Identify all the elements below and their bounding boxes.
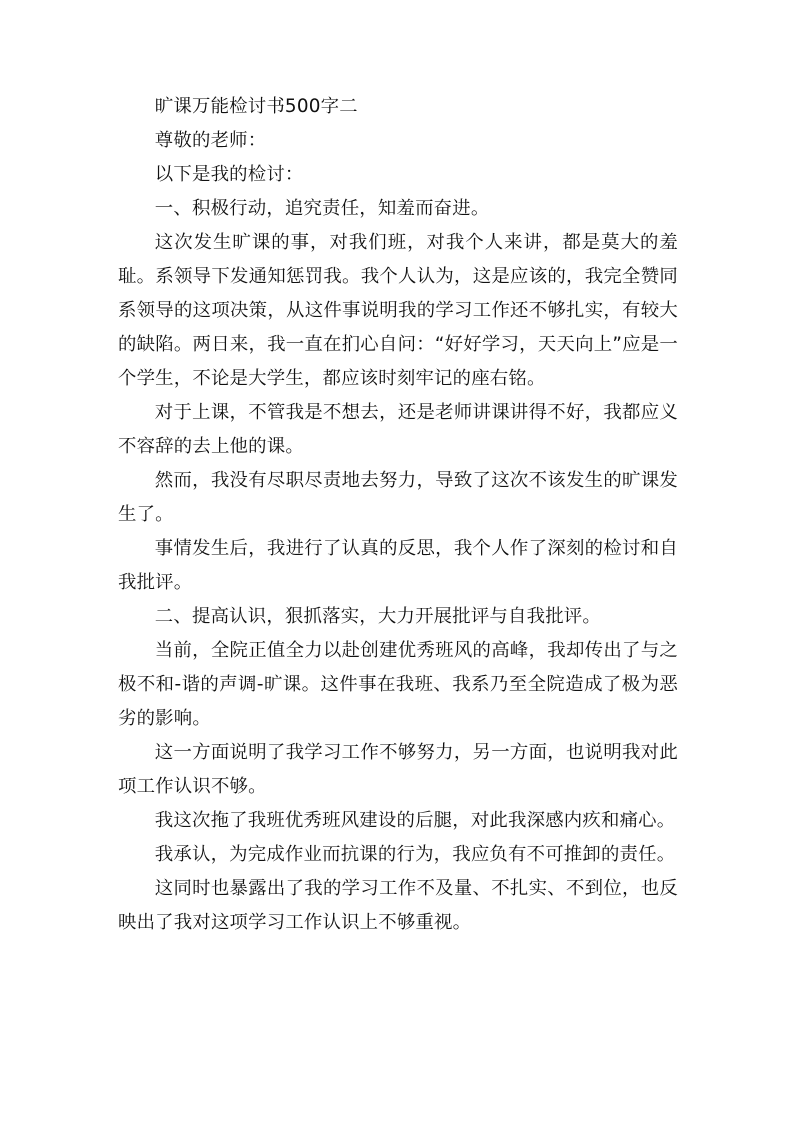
- document-body: [118, 90, 678, 940]
- body-paragraph: 我这次拖了我班优秀班风建设的后腿，对此我深感内疚和痛心。: [154, 810, 676, 831]
- body-paragraph: 事情发生后，我进行了认真的反思，我个人作了深刻的检讨和自我批评。: [118, 538, 678, 593]
- body-paragraph: 我承认，为完成作业而抗课的行为，我应负有不可推卸的责任。: [154, 844, 676, 865]
- section-heading-2: 二、提高认识，狠抓落实，大力开展批评与自我批评。: [154, 606, 601, 627]
- body-paragraph: 对于上课，不管我是不想去，还是老师讲课讲得不好，我都应义不容辞的去上他的课。: [118, 402, 678, 457]
- body-paragraph: 这一方面说明了我学习工作不够努力，另一方面，也说明我对此项工作认识不够。: [118, 742, 678, 797]
- body-paragraph: 然而，我没有尽职尽责地去努力，导致了这次不该发生的旷课发生了。: [118, 470, 678, 525]
- body-paragraph: 当前，全院正值全力以赴创建优秀班风的高峰，我却传出了与之极不和-谐的声调-旷课。这件事在我班、我系乃至全院造成了极为恶劣的影响。: [118, 640, 678, 729]
- intro-line: 以下是我的检讨：: [154, 164, 304, 185]
- salutation: 尊敬的老师：: [154, 130, 267, 151]
- body-paragraph: 这次发生旷课的事，对我们班，对我个人来讲，都是莫大的羞耻。系领导下发通知惩罚我。我个人认为，这是应该的，我完全赞同系领导的这项决策，从这件事说明我的学习工作还不够扎实，有较大的缺陷。两日来，我一直在扪心自问：“好好学习，天天向上”应是一个学生，不论是大学生，都应该时刻牢记的座右铭。: [118, 232, 678, 389]
- document-title: 旷课万能检讨书500字二: [154, 96, 358, 117]
- body-paragraph: 这同时也暴露出了我的学习工作不及量、不扎实、不到位，也反映出了我对这项学习工作认识上不够重视。: [118, 878, 678, 933]
- section-heading-1: 一、积极行动，追究责任，知羞而奋进。: [154, 198, 490, 219]
